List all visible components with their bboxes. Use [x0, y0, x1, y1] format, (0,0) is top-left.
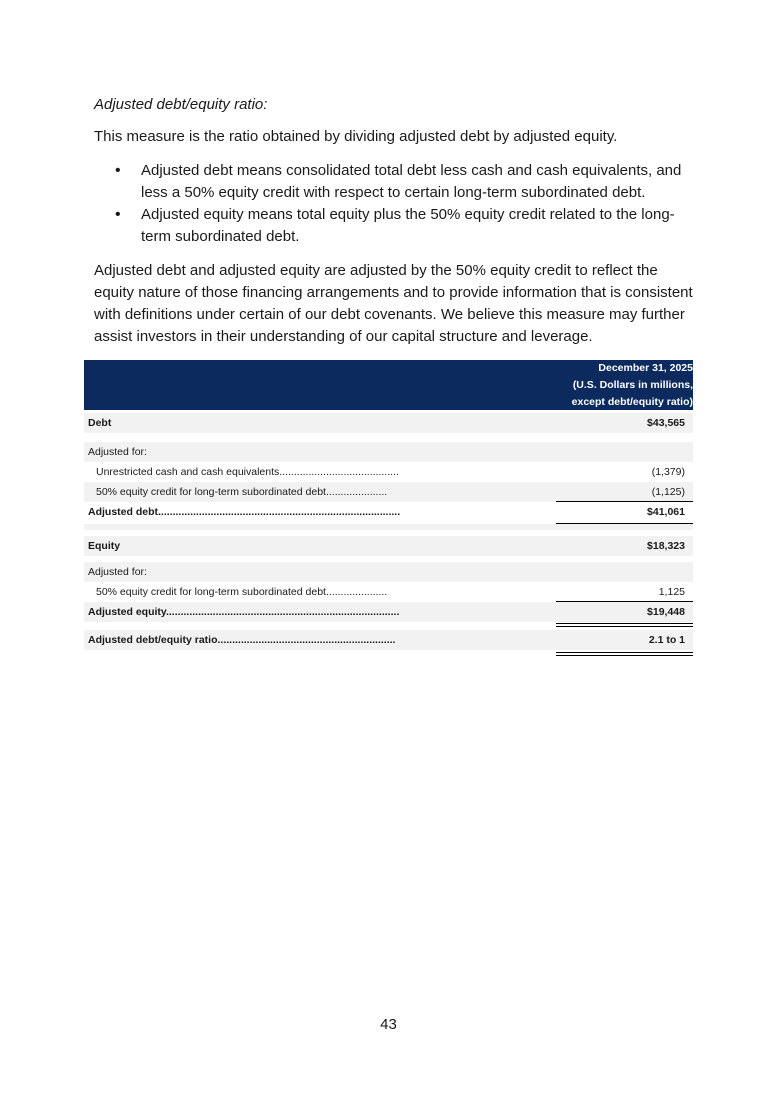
row-value: $19,448 [647, 606, 685, 618]
table-row-equity [84, 536, 693, 556]
debt-equity-table [84, 360, 693, 650]
table-row-adjusted-debt [84, 502, 693, 522]
table-row-ratio [84, 630, 693, 650]
row-label: 50% equity credit for long-term subordinated debt..................... [96, 486, 388, 498]
row-value: $41,061 [647, 506, 685, 518]
table-row-adjusted-equity [84, 602, 693, 622]
bullet-adjusted-debt: • Adjusted debt means consolidated total debt less cash and cash equivalents, and less a 50% equity credit with respect to certain long-term subordinated debt. [94, 160, 694, 204]
bullet-adjusted-equity: • Adjusted equity means total equity plus the 50% equity credit related to the long-term subordinated debt. [94, 204, 694, 248]
row-label: Adjusted for: [88, 446, 147, 458]
header-date: December 31, 2025 [598, 362, 693, 374]
table-row-equity-credit [84, 482, 693, 502]
total-double-rule [556, 652, 693, 656]
row-value: $43,565 [647, 417, 685, 429]
row-value: 2.1 to 1 [648, 634, 685, 646]
table-row-debt [84, 413, 693, 433]
row-value: (1,125) [651, 486, 685, 498]
row-label: Equity [88, 540, 121, 552]
row-label: Adjusted for: [88, 566, 147, 578]
row-label: Debt [88, 417, 112, 429]
table-header [84, 360, 693, 410]
table-row-cash [84, 462, 693, 482]
row-label: Adjusted debt/equity ratio............................................................. [88, 634, 396, 646]
table-row-adjusted-for [84, 442, 693, 462]
explanation-paragraph: Adjusted debt and adjusted equity are adjusted by the 50% equity credit to reflect the equity nature of those financing arrangements and to provide information that is consistent with definitions under certain of our debt covenants. We believe this measure may further assist investors in their understanding of our capital structure and leverage. [94, 262, 693, 345]
header-units: (U.S. Dollars in millions, [572, 379, 693, 391]
table-row-equity-credit-add [84, 582, 693, 602]
row-label: 50% equity credit for long-term subordinated debt..................... [96, 586, 388, 598]
row-value: (1,379) [651, 466, 685, 478]
section-heading: Adjusted debt/equity ratio: [94, 96, 268, 113]
definition-list [94, 160, 694, 248]
total-double-rule [556, 623, 693, 627]
row-label: Unrestricted cash and cash equivalents......................................... [96, 466, 399, 478]
header-units-note: except debt/equity ratio) [571, 396, 693, 408]
row-value: $18,323 [647, 540, 685, 552]
row-label: Adjusted debt................................................................................... [88, 506, 401, 518]
row-value: 1,125 [658, 586, 685, 598]
intro-paragraph: This measure is the ratio obtained by dividing adjusted debt by adjusted equity. [94, 128, 618, 145]
table-row-adjusted-for-equity [84, 562, 693, 582]
page-number: 43 [380, 1016, 397, 1033]
row-label: Adjusted equity................................................................................ [88, 606, 400, 618]
